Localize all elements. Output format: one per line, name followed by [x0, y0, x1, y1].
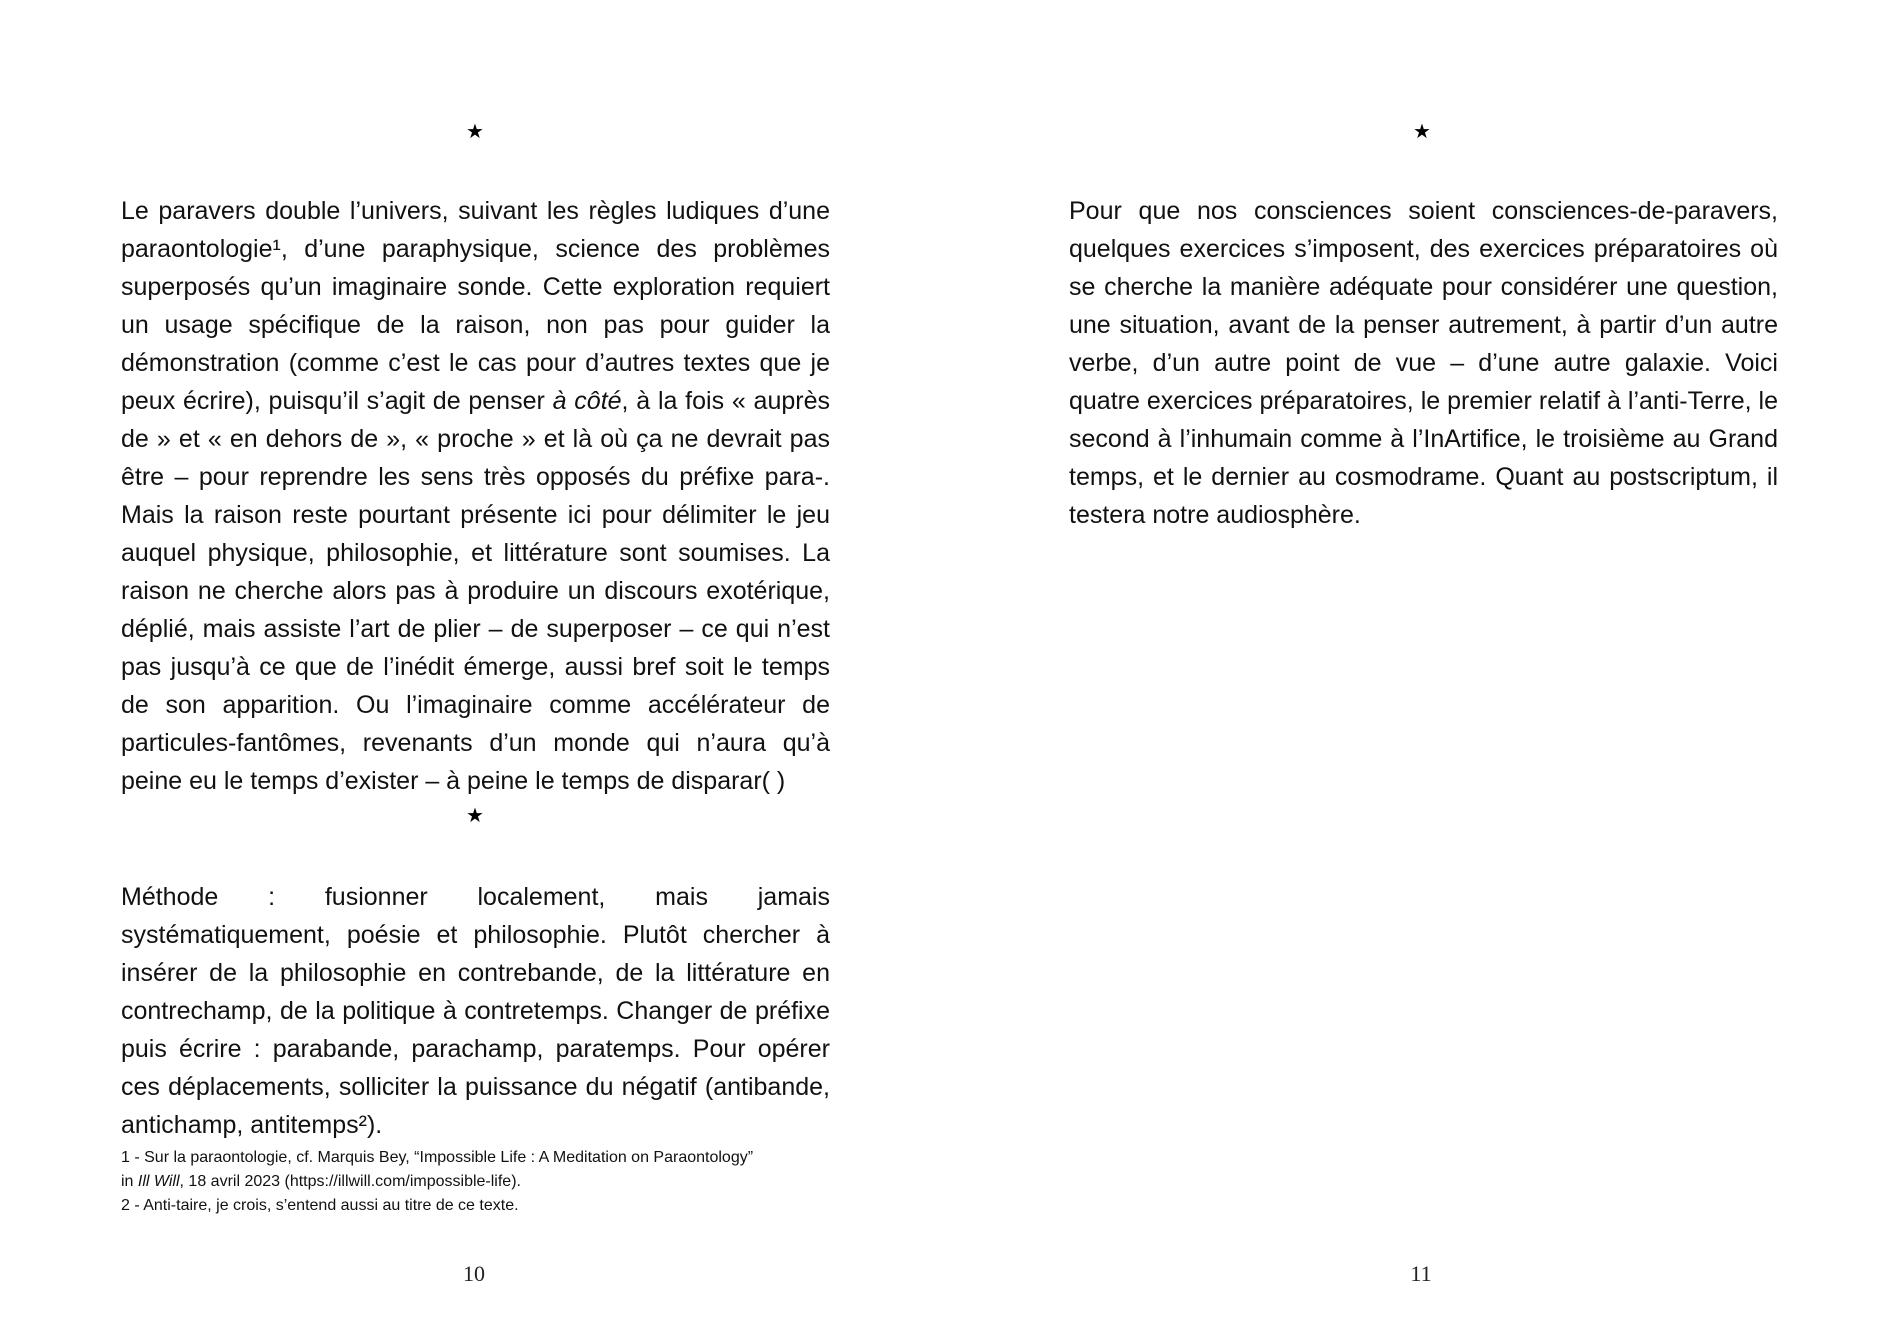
star-ornament-icon: ★: [1413, 121, 1431, 143]
left-paragraph-2: Méthode : fusionner localement, mais jamais systématiquement, poésie et philosophie. Plutôt chercher à insérer de la philosophie en contrebande, de la littérature en contrechamp, de la politique à contretemps. Changer de préfixe puis écrire : parabande, parachamp, paratemps. Pour opérer ces déplacements, solliciter la puissance du négatif (antibande, antichamp, antitemps²).: [121, 883, 830, 1139]
footnote-1-journal: Ill Will: [137, 1173, 180, 1190]
left-paragraph-1-italic: à côté: [552, 387, 622, 415]
right-page: [945, 0, 1890, 1339]
star-ornament-icon: ★: [466, 805, 484, 827]
left-paragraph-1-part1: Le paravers double l’univers, suivant les règles ludiques d’une paraontologie¹, d’une paraphysique, science des problèmes superposés qu’un imaginaire sonde. Cette exploration requiert un usage spécifique de la raison, non pas pour guider la démonstration (comme c’est le cas pour d’autres textes que je peux écrire), puisqu’il s’agit de penser: [121, 197, 830, 415]
left-paragraph-1: [121, 192, 830, 800]
footnote-1-line-1: 1 - Sur la paraontologie, cf. Marquis Bey, “Impossible Life : A Meditation on Paraontology”: [121, 1149, 754, 1166]
footnotes: [121, 1146, 841, 1218]
footnote-1-prefix: in: [121, 1173, 138, 1190]
footnote-2: 2 - Anti-taire, je crois, s’entend aussi au titre de ce texte.: [121, 1197, 519, 1214]
left-paragraph-1-part2: , à la fois « auprès de » et « en dehors de », « proche » et là où ça ne devrait pas être – pour reprendre les sens très opposés du préfixe para-. Mais la raison reste pourtant présente ici pour délimiter le jeu auquel physique, philosophie, et littérature sont soumises. La raison ne cherche alors pas à produire un discours exotérique, déplié, mais assiste l’art de plier – de superposer – ce qui n’est pas jusqu’à ce que de l’inédit émerge, aussi bref soit le temps de son apparition. Ou l’imaginaire comme accélérateur de particules-fantômes, revenants d’un monde qui n’aura qu’à peine eu le temps d’exister – à peine le temps de disparar( ): [121, 387, 830, 795]
footnote-1-suffix: , 18 avril 2023 (https://illwill.com/impossible-life).: [179, 1173, 521, 1190]
star-ornament-icon: ★: [466, 121, 484, 143]
right-paragraph-1: Pour que nos consciences soient consciences-de-paravers, quelques exercices s’imposent, des exercices préparatoires où se cherche la manière adéquate pour considérer une question, une situation, avant de la penser autrement, à partir d’un autre verbe, d’un autre point de vue – d’une autre galaxie. Voici quatre exercices préparatoires, le premier relatif à l’anti-Terre, le second à l’inhumain comme à l’InArtifice, le troisième au Grand temps, et le dernier au cosmodrame. Quant au postscriptum, il testera notre audiosphère.: [1069, 197, 1778, 529]
page-number-left: 10: [463, 1261, 485, 1286]
footnote-1-line-2: [121, 1170, 841, 1194]
page-number-right: 11: [1410, 1261, 1432, 1286]
